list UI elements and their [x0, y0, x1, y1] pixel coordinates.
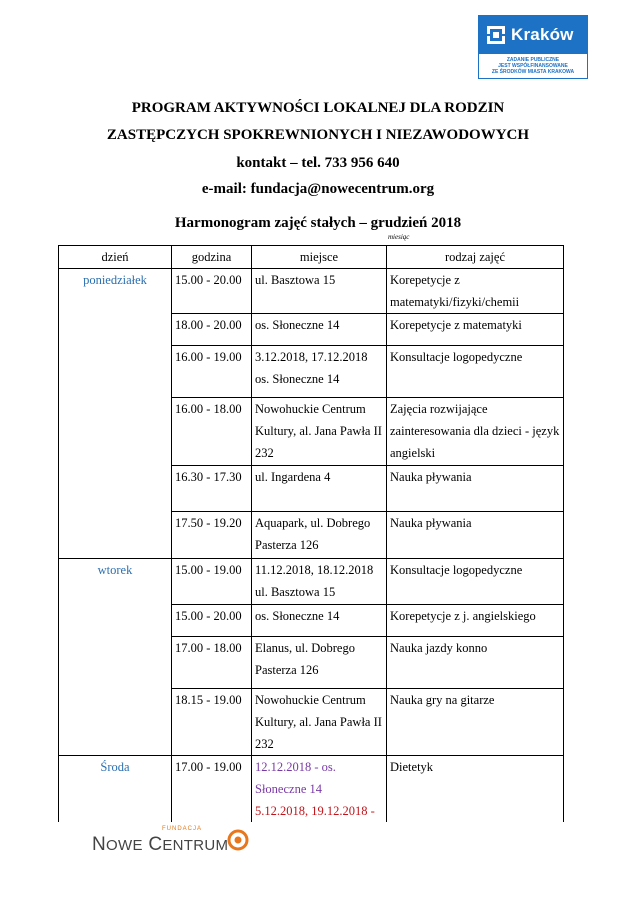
place-cell: Nowohuckie Centrum Kultury, al. Jana Pawła II 232 — [252, 398, 387, 466]
day-cell — [59, 398, 172, 466]
place-cell: 3.12.2018, 17.12.2018 os. Słoneczne 14 — [252, 346, 387, 398]
contact-phone: kontakt – tel. 733 956 640 — [236, 155, 400, 171]
activity-cell: Konsultacje logopedyczne — [387, 559, 564, 605]
table-row — [59, 466, 564, 512]
krakow-crest-icon — [487, 26, 505, 44]
place-dates-red: 5.12.2018, 19.12.2018 - — [255, 804, 375, 818]
table-row — [59, 559, 564, 605]
time-cell: 16.00 - 19.00 — [172, 346, 252, 398]
krakow-sub-line: ZADANIE PUBLICZNE — [506, 57, 560, 63]
day-cell — [59, 605, 172, 637]
day-cell — [59, 314, 172, 346]
time-cell: 18.15 - 19.00 — [172, 689, 252, 756]
table-row — [59, 346, 564, 398]
logo-letters: OWE — [106, 837, 143, 854]
time-cell: 17.50 - 19.20 — [172, 512, 252, 559]
krakow-name: Kraków — [511, 25, 574, 44]
krakow-badge-header — [479, 16, 587, 54]
program-title-line1: PROGRAM AKTYWNOŚCI LOKALNEJ DLA RODZIN — [131, 100, 505, 116]
place-cell: Aquapark, ul. Dobrego Pasterza 126 — [252, 512, 387, 559]
time-cell: 15.00 - 20.00 — [172, 605, 252, 637]
krakow-sub-line: JEST WSPÓŁFINANSOWANE — [498, 63, 568, 69]
place-cell — [252, 756, 387, 823]
place-cell: 11.12.2018, 18.12.2018 ul. Basztowa 15 — [252, 559, 387, 605]
program-title-line2: ZASTĘPCZYCH SPOKREWNIONYCH I NIEZAWODOWYCH — [106, 127, 530, 143]
table-row — [59, 605, 564, 637]
day-cell — [59, 466, 172, 512]
activity-cell: Nauka pływania — [387, 466, 564, 512]
day-cell: Środa — [59, 756, 172, 823]
activity-cell: Nauka jazdy konno — [387, 637, 564, 689]
activity-cell: Zajęcia rozwijające zainteresowania dla dzieci - język angielski — [387, 398, 564, 466]
logo-letter: N — [92, 834, 107, 855]
place-cell: os. Słoneczne 14 — [252, 605, 387, 637]
table-row — [59, 269, 564, 314]
place-cell: Nowohuckie Centrum Kultury, al. Jana Pawła II 232 — [252, 689, 387, 756]
krakow-subtitle — [479, 54, 587, 75]
activity-cell: Konsultacje logopedyczne — [387, 346, 564, 398]
activity-cell: Korepetycje z j. angielskiego — [387, 605, 564, 637]
activity-cell: Nauka gry na gitarze — [387, 689, 564, 756]
day-cell — [59, 512, 172, 559]
schedule-table — [58, 245, 564, 822]
day-cell — [59, 637, 172, 689]
logo-letters: ENTRUM — [162, 837, 229, 854]
schedule-title: Harmonogram zajęć stałych – grudzień 2018 — [174, 215, 462, 231]
time-cell: 15.00 - 20.00 — [172, 269, 252, 314]
activity-cell: Korepetycje z matematyki — [387, 314, 564, 346]
target-ring-icon — [227, 829, 249, 851]
day-cell: poniedziałek — [59, 269, 172, 314]
day-cell: wtorek — [59, 559, 172, 605]
logo-fund-label: FUNDACJA — [162, 826, 203, 832]
day-cell — [59, 689, 172, 756]
table-row — [59, 398, 564, 466]
time-cell: 17.00 - 19.00 — [172, 756, 252, 823]
time-cell: 15.00 - 19.00 — [172, 559, 252, 605]
table-header-row — [59, 246, 564, 269]
time-cell: 16.30 - 17.30 — [172, 466, 252, 512]
logo-name — [92, 834, 228, 856]
activity-cell: Nauka pływania — [387, 512, 564, 559]
table-row — [59, 689, 564, 756]
place-dates-purple: 12.12.2018 - os. Słoneczne 14 — [255, 760, 336, 796]
table-row — [59, 756, 564, 823]
table-row — [59, 314, 564, 346]
activity-cell: Dietetyk — [387, 756, 564, 823]
time-cell: 17.00 - 18.00 — [172, 637, 252, 689]
header-activity: rodzaj zajęć — [387, 246, 564, 269]
logo-letter: C — [142, 834, 163, 855]
place-cell: ul. Ingardena 4 — [252, 466, 387, 512]
day-cell — [59, 346, 172, 398]
activity-cell: Korepetycje z matematyki/fizyki/chemii — [387, 269, 564, 314]
header-time: godzina — [172, 246, 252, 269]
month-note: miesiąc — [388, 233, 410, 241]
krakow-sub-line: ZE ŚRODKÓW MIASTA KRAKOWA — [491, 69, 575, 75]
header-place: miejsce — [252, 246, 387, 269]
krakow-badge — [478, 15, 588, 79]
table-row — [59, 512, 564, 559]
header-day: dzień — [59, 246, 172, 269]
table-row — [59, 637, 564, 689]
place-cell: Elanus, ul. Dobrego Pasterza 126 — [252, 637, 387, 689]
contact-email: e-mail: fundacja@nowecentrum.org — [201, 181, 435, 197]
time-cell: 18.00 - 20.00 — [172, 314, 252, 346]
place-cell: os. Słoneczne 14 — [252, 314, 387, 346]
place-cell: ul. Basztowa 15 — [252, 269, 387, 314]
time-cell: 16.00 - 18.00 — [172, 398, 252, 466]
